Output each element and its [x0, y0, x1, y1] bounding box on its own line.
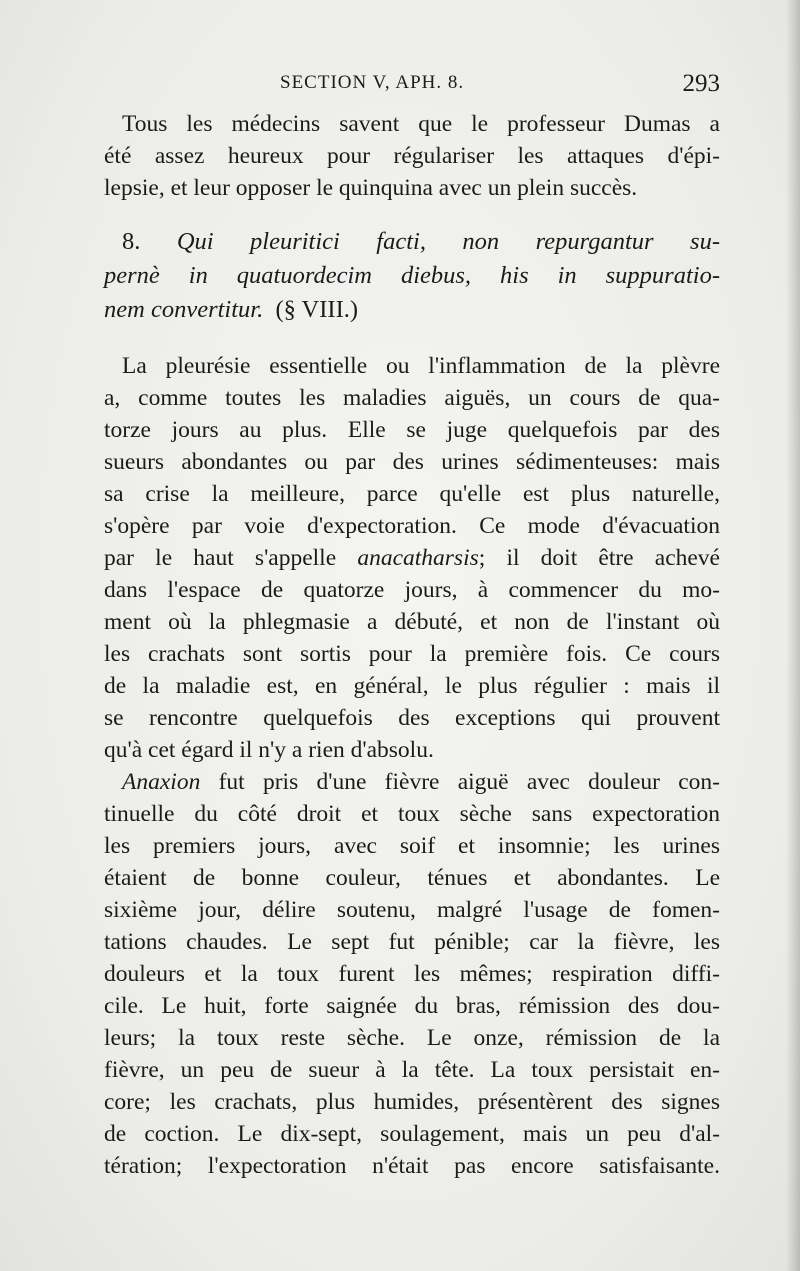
text-line: Anaxion fut pris d'une fièvre aiguë avec douleur con-: [122, 769, 720, 795]
text-line: de la maladie est, en général, le plus régulier : mais il: [104, 673, 720, 699]
text-line: sixième jour, délire soutenu, malgré l'usage de fomen-: [104, 897, 720, 923]
text-line: les premiers jours, avec soif et insomnie; les urines: [104, 833, 720, 859]
text-line: ment où la phlegmasie a débuté, et non de l'instant où: [104, 609, 720, 635]
text-line: été assez heureux pour régulariser les attaques d'épi-: [104, 143, 720, 169]
aphorism-line: [104, 294, 720, 326]
page-header: [280, 70, 720, 106]
aphorism-line: pernè in quatuordecim diebus, his in suppuratio-: [104, 262, 720, 289]
text-line: tération; l'expectoration n'était pas encore satisfaisante.: [104, 1153, 720, 1179]
text-line: dans l'espace de quatorze jours, à commencer du mo-: [104, 577, 720, 603]
text-line: torze jours au plus. Elle se juge quelquefois par des: [104, 417, 720, 443]
text-line: s'opère par voie d'expectoration. Ce mode d'évacuation: [104, 513, 720, 539]
page-number: 293: [682, 70, 720, 97]
text-line: Tous les médecins savent que le professeur Dumas a: [122, 111, 720, 137]
text-line: les crachats sont sortis pour la première fois. Ce cours: [104, 641, 720, 667]
text-line: par le haut s'appelle anacatharsis; il doit être achevé: [104, 545, 720, 571]
text-line: qu'à cet égard il n'y a rien d'absolu.: [104, 737, 434, 763]
italic-term: Anaxion: [122, 769, 201, 795]
aphorism-reference: (§ VIII.): [275, 296, 359, 323]
text-line: cile. Le huit, forte saignée du bras, rémission des dou-: [104, 993, 720, 1019]
text-line: tations chaudes. Le sept fut pénible; car la fièvre, les: [104, 929, 720, 955]
aphorism-text: Qui pleuritici facti, non repurgantur su-: [176, 228, 720, 255]
text-line: core; les crachats, plus humides, présentèrent des signes: [104, 1089, 720, 1115]
text-line: leurs; la toux reste sèche. Le onze, rémission de la: [104, 1025, 720, 1051]
text-line: sueurs abondantes ou par des urines sédimenteuses: mais: [104, 449, 720, 475]
text-line: a, comme toutes les maladies aiguës, un cours de qua-: [104, 385, 720, 411]
page-edge-shadow: [786, 0, 800, 1271]
aphorism-number: 8.: [122, 228, 141, 255]
text-line: La pleurésie essentielle ou l'inflammation de la plèvre: [122, 353, 720, 379]
aphorism-line: [122, 226, 720, 258]
text-line: lepsie, et leur opposer le quinquina avec un plein succès.: [104, 175, 638, 201]
text-line: se rencontre quelquefois des exceptions qui prouvent: [104, 705, 720, 731]
text-line: fièvre, un peu de sueur à la tête. La toux persistait en-: [104, 1057, 720, 1083]
text-line: étaient de bonne couleur, ténues et abondantes. Le: [104, 865, 720, 891]
text-line: tinuelle du côté droit et toux sèche sans expectoration: [104, 801, 720, 827]
aphorism-text: nem convertitur.: [104, 296, 264, 323]
text-line: sa crise la meilleure, parce qu'elle est plus naturelle,: [104, 481, 720, 507]
text-line: de coction. Le dix-sept, soulagement, mais un peu d'al-: [104, 1121, 720, 1147]
running-head: SECTION V, APH. 8.: [280, 72, 465, 93]
text-line: douleurs et la toux furent les mêmes; respiration diffi-: [104, 961, 720, 987]
italic-term: anacatharsis: [357, 545, 479, 571]
